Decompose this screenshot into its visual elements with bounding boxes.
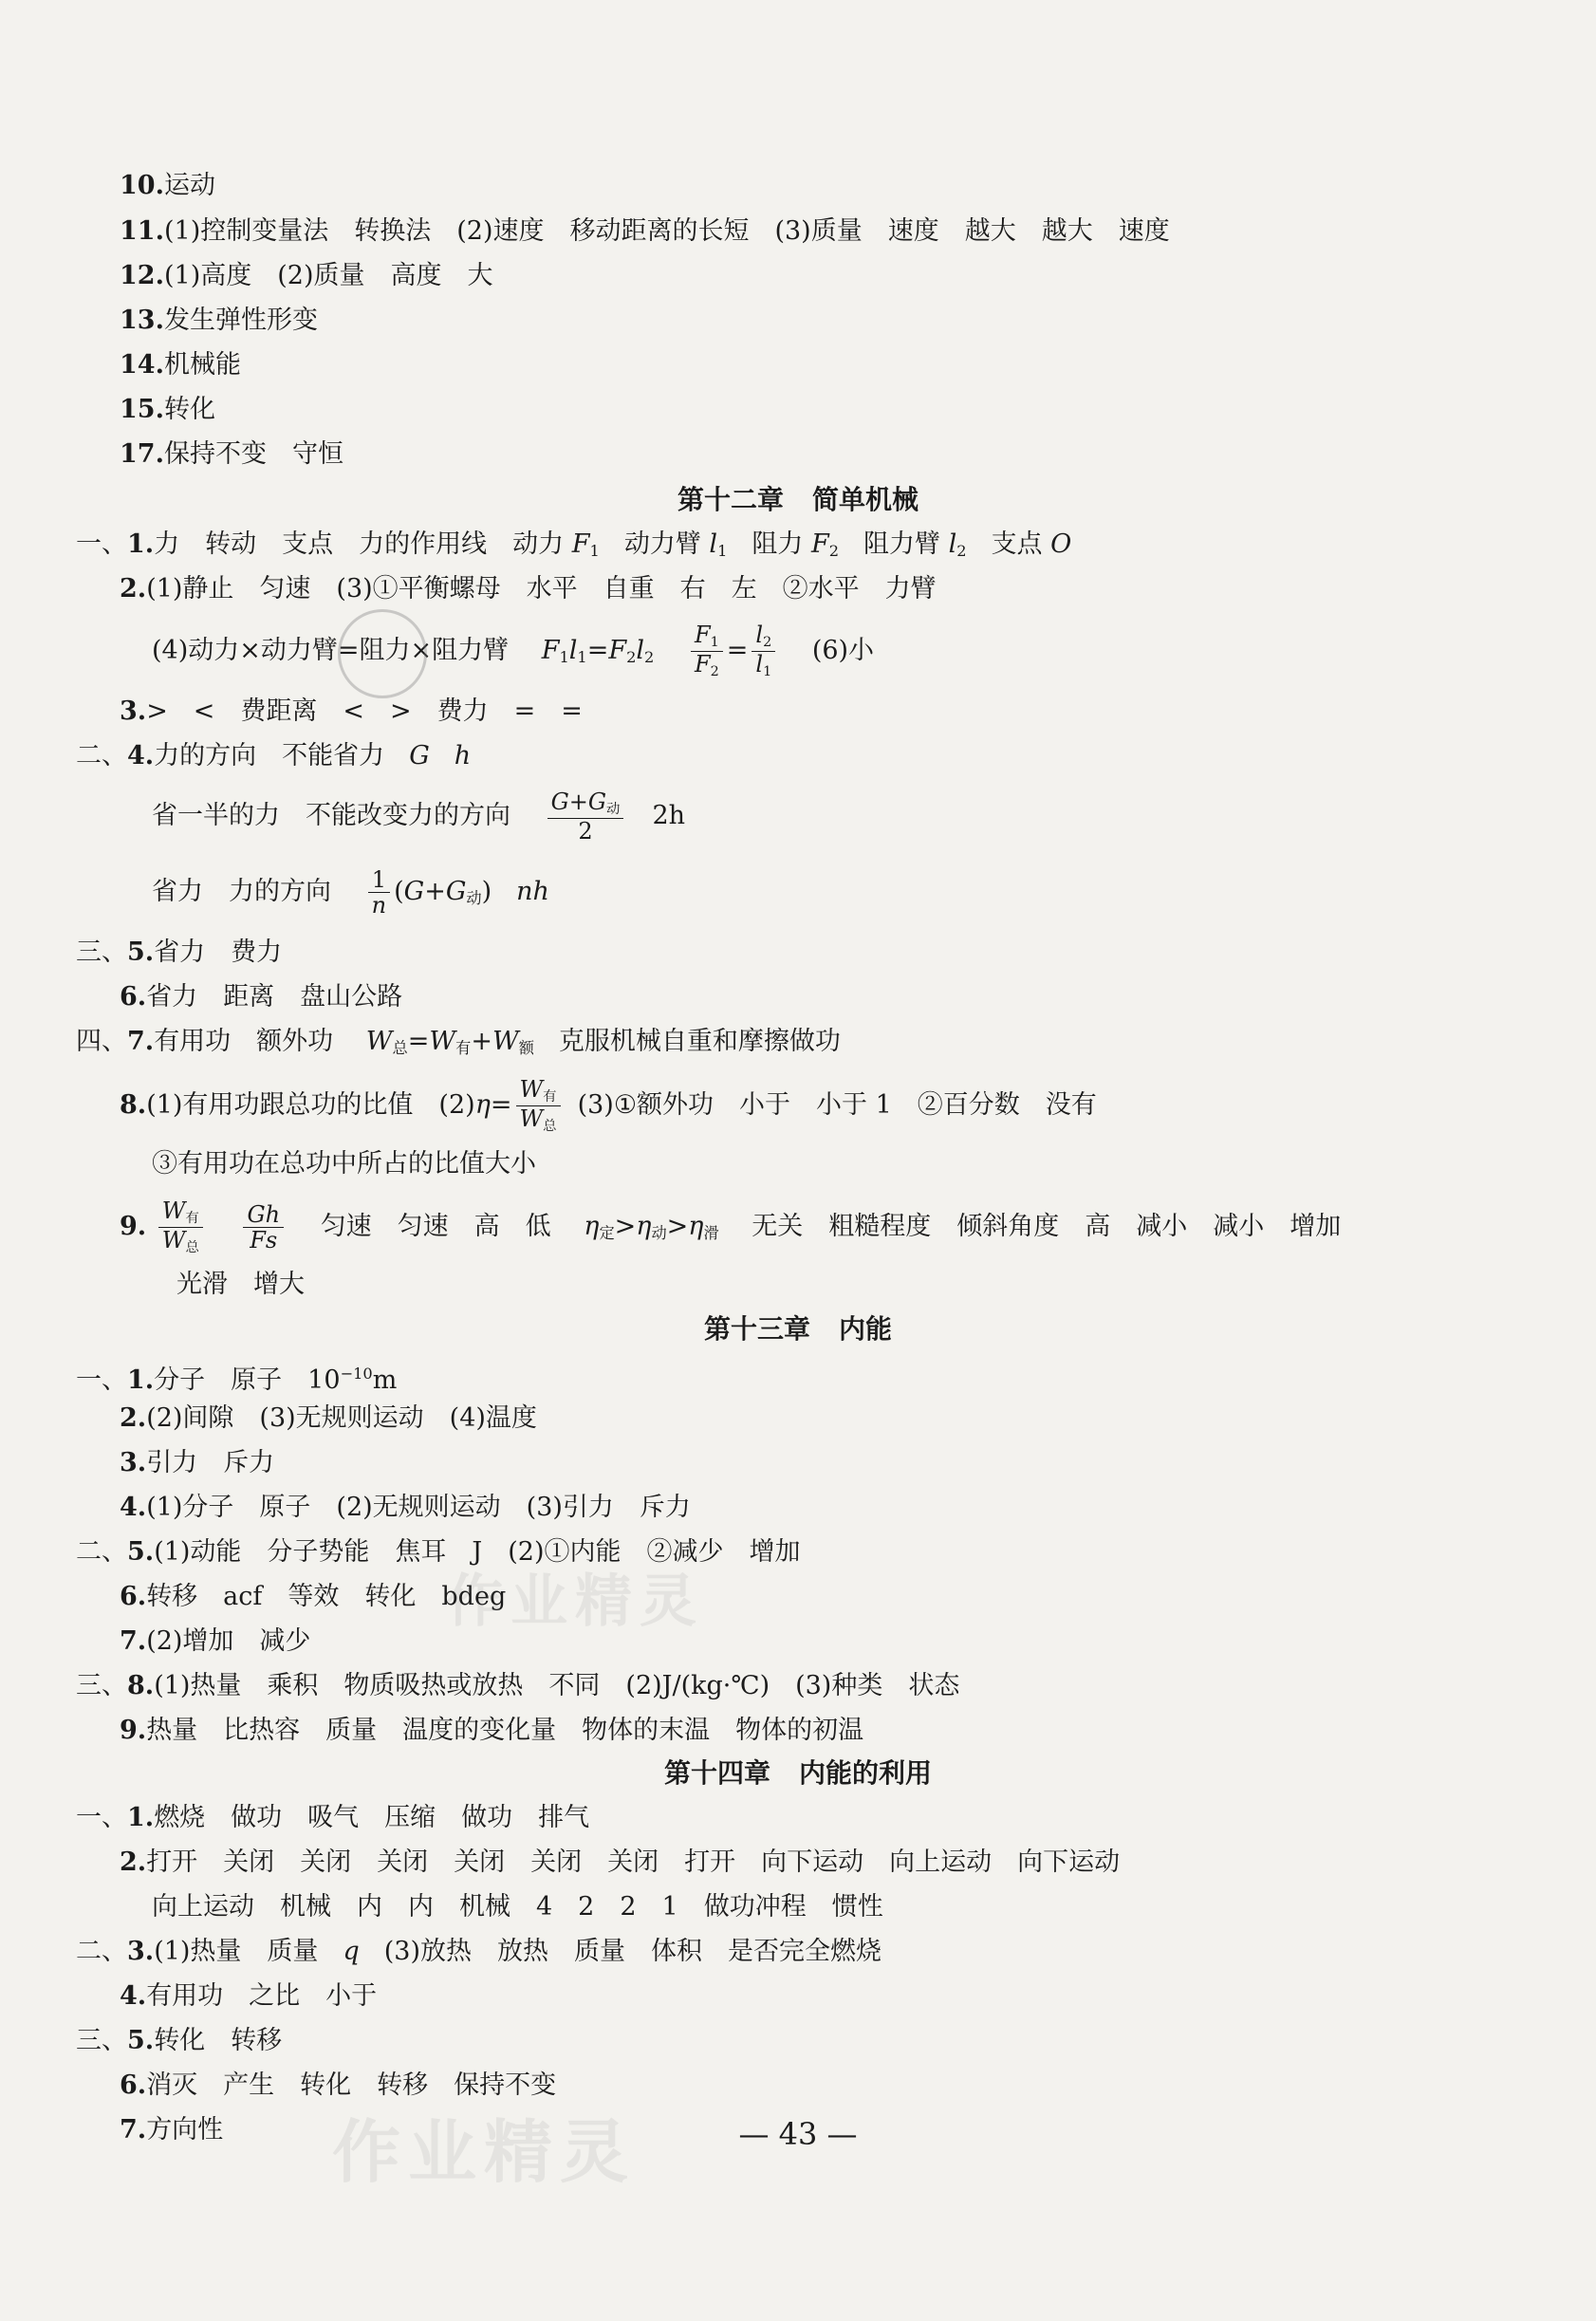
answer-line: 11.(1)控制变量法 转换法 (2)速度 移动距离的长短 (3)质量 速度 越大 越大 速度 bbox=[120, 216, 1170, 246]
answer-line: 4.(1)分子 原子 (2)无规则运动 (3)引力 斥力 bbox=[120, 1493, 691, 1522]
answer-line: 6.消灭 产生 转化 转移 保持不变 bbox=[120, 2070, 557, 2100]
answer-line: 四、7.有用功 额外功 $W_总=W_有+W_额$ 克服机械自重和摩擦做功 bbox=[76, 1027, 841, 1057]
chapter-heading: 第十二章 简单机械 bbox=[677, 484, 919, 515]
answer-line: 三、8.(1)热量 乘积 物质吸热或放热 不同 (2)J/(kg·℃) (3)种类 状态 bbox=[76, 1671, 960, 1700]
answer-line: 三、5.省力 费力 bbox=[76, 938, 283, 967]
answer-line: 2.打开 关闭 关闭 关闭 关闭 关闭 关闭 打开 向下运动 向上运动 向下运动 bbox=[120, 1848, 1121, 1877]
answer-line: 三、5.转化 转移 bbox=[76, 2026, 283, 2055]
answer-line: 向上运动 机械 内 内 机械 4 2 2 1 做功冲程 惯性 bbox=[152, 1892, 883, 1922]
answer-line: 6.转移 acf 等效 转化 bdeg bbox=[120, 1582, 507, 1611]
answer-line: 12.(1)高度 (2)质量 高度 大 bbox=[120, 261, 493, 290]
answer-line: 7.方向性 bbox=[120, 2115, 224, 2145]
answer-line: 2.(1)静止 匀速 (3)①平衡螺母 水平 自重 右 左 ②水平 力臂 bbox=[120, 574, 937, 603]
answer-line: 9. $\frac{W_有}{W_总}$ $\frac{Gh}{Fs}$ 匀速 匀速 高 低 $\eta_定>\eta_动>\eta_滑$ 无关 粗糙程度 倾斜角度 高 减小 减小 增加 bbox=[120, 1198, 1342, 1255]
answer-line: 9.热量 比热容 质量 温度的变化量 物体的末温 物体的初温 bbox=[120, 1716, 864, 1745]
answer-line: 一、1.分子 原子 $10^{-10}m$ bbox=[76, 1365, 398, 1395]
answer-line: (4)动力×动力臂=阻力×阻力臂 $F_1l_1=F_2l_2$ $\frac{F_1}{F_2}$ = $\frac{l_2}{l_1}$ (6)小 bbox=[152, 622, 875, 679]
answer-line: 4.有用功 之比 小于 bbox=[120, 1981, 378, 2011]
answer-line: 8.(1)有用功跟总功的比值 (2)η= $\frac{W_有}{W_总}$ (3)①额外功 小于 小于 1 ②百分数 没有 bbox=[120, 1076, 1097, 1134]
answer-line: 省一半的力 不能改变力的方向 $\frac{G+G_动}{2}$ 2h bbox=[152, 788, 686, 845]
answer-line: 13.发生弹性形变 bbox=[120, 306, 318, 335]
answer-line: 15.转化 bbox=[120, 395, 215, 424]
answer-line: 10.运动 bbox=[120, 171, 215, 200]
page-number: — 43 — bbox=[738, 2116, 858, 2152]
watermark-logo: 作业精灵 bbox=[446, 1569, 704, 1635]
answer-line: 二、5.(1)动能 分子势能 焦耳 J (2)①内能 ②减少 增加 bbox=[76, 1537, 801, 1567]
answer-line: 17.保持不变 守恒 bbox=[120, 439, 343, 469]
answer-line: 2.(2)间隙 (3)无规则运动 (4)温度 bbox=[120, 1403, 537, 1433]
answer-line: 7.(2)增加 减少 bbox=[120, 1626, 311, 1656]
answer-line: 一、1.力 转动 支点 力的作用线 动力 $F_1$ 动力臂 $l_1$ 阻力 $F_2$ 阻力臂 $l_2$ 支点 O bbox=[76, 529, 1072, 560]
stamp-seal bbox=[338, 609, 427, 698]
answer-line: 14.机械能 bbox=[120, 350, 241, 380]
chapter-heading: 第十三章 内能 bbox=[703, 1313, 893, 1345]
answer-line: ③有用功在总功中所占的比值大小 bbox=[152, 1149, 536, 1179]
chapter-heading: 第十四章 内能的利用 bbox=[663, 1757, 933, 1789]
answer-line: 省力 力的方向 $\frac{1}{n}$ $(G+G_动)$ nh bbox=[152, 865, 549, 919]
answer-line: 3.> < 费距离 < > 费力 = = bbox=[120, 696, 583, 726]
answer-line: 3.引力 斥力 bbox=[120, 1448, 275, 1477]
answer-line: 二、3.(1)热量 质量 q (3)放热 放热 质量 体积 是否完全燃烧 bbox=[76, 1937, 882, 1966]
answer-line: 二、4.力的方向 不能省力 G h bbox=[76, 741, 472, 771]
answer-line: 6.省力 距离 盘山公路 bbox=[120, 982, 403, 1012]
watermark-logo: 作业精灵 bbox=[332, 2112, 637, 2192]
answer-line: 一、1.燃烧 做功 吸气 压缩 做功 排气 bbox=[76, 1803, 590, 1832]
answer-line: 光滑 增大 bbox=[176, 1270, 305, 1299]
